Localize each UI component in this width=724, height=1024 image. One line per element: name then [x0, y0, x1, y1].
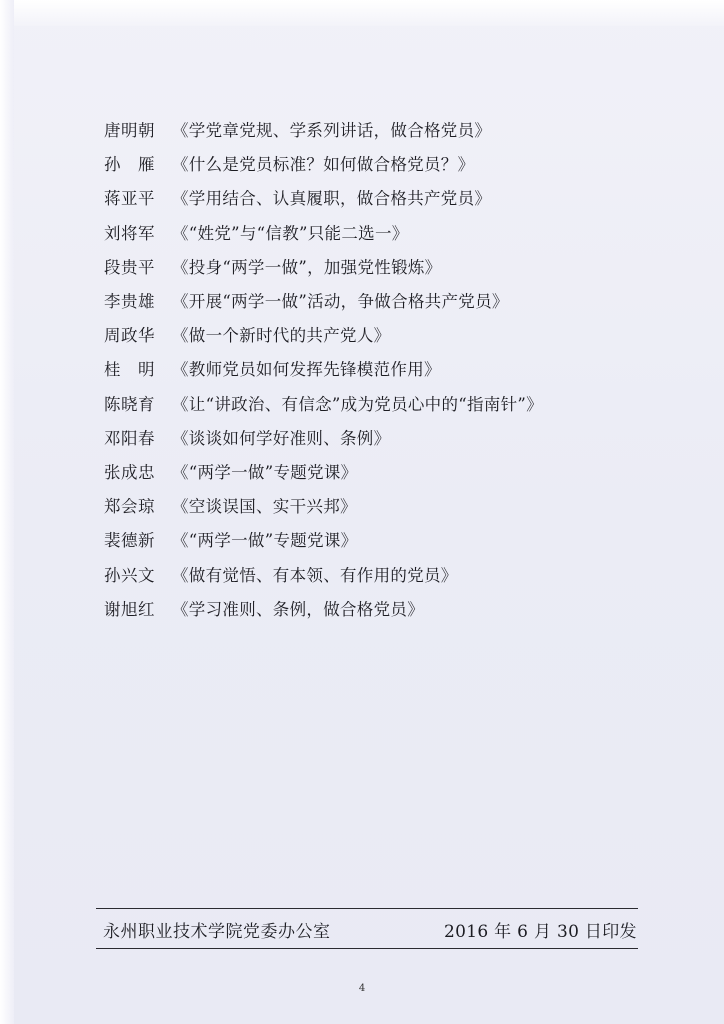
lecture-title: 《谈谈如何学好准则、条例》 — [172, 428, 391, 448]
scan-edge-left — [0, 0, 14, 1024]
issuer-office: 永州职业技术学院党委办公室 — [103, 922, 331, 942]
page-number: 4 — [358, 983, 366, 994]
lecture-title: 《做有觉悟、有本领、有作用的党员》 — [172, 565, 458, 585]
speaker-name: 桂 明 — [104, 360, 155, 380]
lecture-title: 《做一个新时代的共产党人》 — [172, 326, 391, 346]
lecture-title: 《学用结合、认真履职，做合格共产党员》 — [172, 189, 492, 209]
list-item — [104, 522, 664, 556]
list-item — [104, 488, 664, 522]
lecture-title: 《投身“两学一做”，加强党性锻炼》 — [172, 257, 442, 277]
footer-divider-top — [96, 908, 638, 909]
lecture-title: 《什么是党员标准？如何做合格党员？》 — [172, 155, 475, 175]
speaker-name: 唐明朝 — [104, 121, 155, 141]
speaker-name: 孙 雁 — [104, 155, 155, 175]
speaker-name: 谢旭红 — [104, 599, 155, 619]
speaker-name: 周政华 — [104, 326, 155, 346]
list-item — [104, 556, 664, 590]
list-item — [104, 283, 664, 317]
list-item — [104, 112, 664, 146]
list-item — [104, 351, 664, 385]
lecture-title: 《“两学一做”专题党课》 — [172, 462, 358, 482]
lecture-title: 《“姓党”与“信教”只能二选一》 — [172, 223, 409, 243]
list-item — [104, 591, 664, 625]
speaker-name: 张成忠 — [104, 462, 155, 482]
footer-divider-bottom — [96, 948, 638, 949]
speaker-name: 邓阳春 — [104, 428, 155, 448]
speaker-name: 裴德新 — [104, 531, 155, 551]
lecture-title: 《开展“两学一做”活动，争做合格共产党员》 — [172, 292, 509, 312]
list-item — [104, 215, 664, 249]
list-item — [104, 146, 664, 180]
list-item — [104, 386, 664, 420]
lecture-title: 《空谈误国、实干兴邦》 — [172, 497, 357, 517]
lecture-title: 《学党章党规、学系列讲话，做合格党员》 — [172, 121, 492, 141]
issue-date: 2016 年 6 月 30 日印发 — [444, 922, 637, 942]
lecture-list — [104, 112, 664, 625]
list-item — [104, 317, 664, 351]
lecture-title: 《“两学一做”专题党课》 — [172, 531, 358, 551]
list-item — [104, 454, 664, 488]
speaker-name: 蒋亚平 — [104, 189, 155, 209]
list-item — [104, 420, 664, 454]
scan-edge-top — [0, 0, 724, 26]
lecture-title: 《教师党员如何发挥先锋模范作用》 — [172, 360, 441, 380]
lecture-title: 《学习准则、条例，做合格党员》 — [172, 599, 424, 619]
list-item — [104, 180, 664, 214]
speaker-name: 段贵平 — [104, 257, 155, 277]
speaker-name: 孙兴文 — [104, 565, 155, 585]
speaker-name: 刘将军 — [104, 223, 155, 243]
lecture-title: 《让“讲政治、有信念”成为党员心中的“指南针”》 — [172, 394, 543, 414]
speaker-name: 李贵雄 — [104, 292, 155, 312]
list-item — [104, 249, 664, 283]
speaker-name: 郑会琼 — [104, 497, 155, 517]
speaker-name: 陈晓育 — [104, 394, 155, 414]
